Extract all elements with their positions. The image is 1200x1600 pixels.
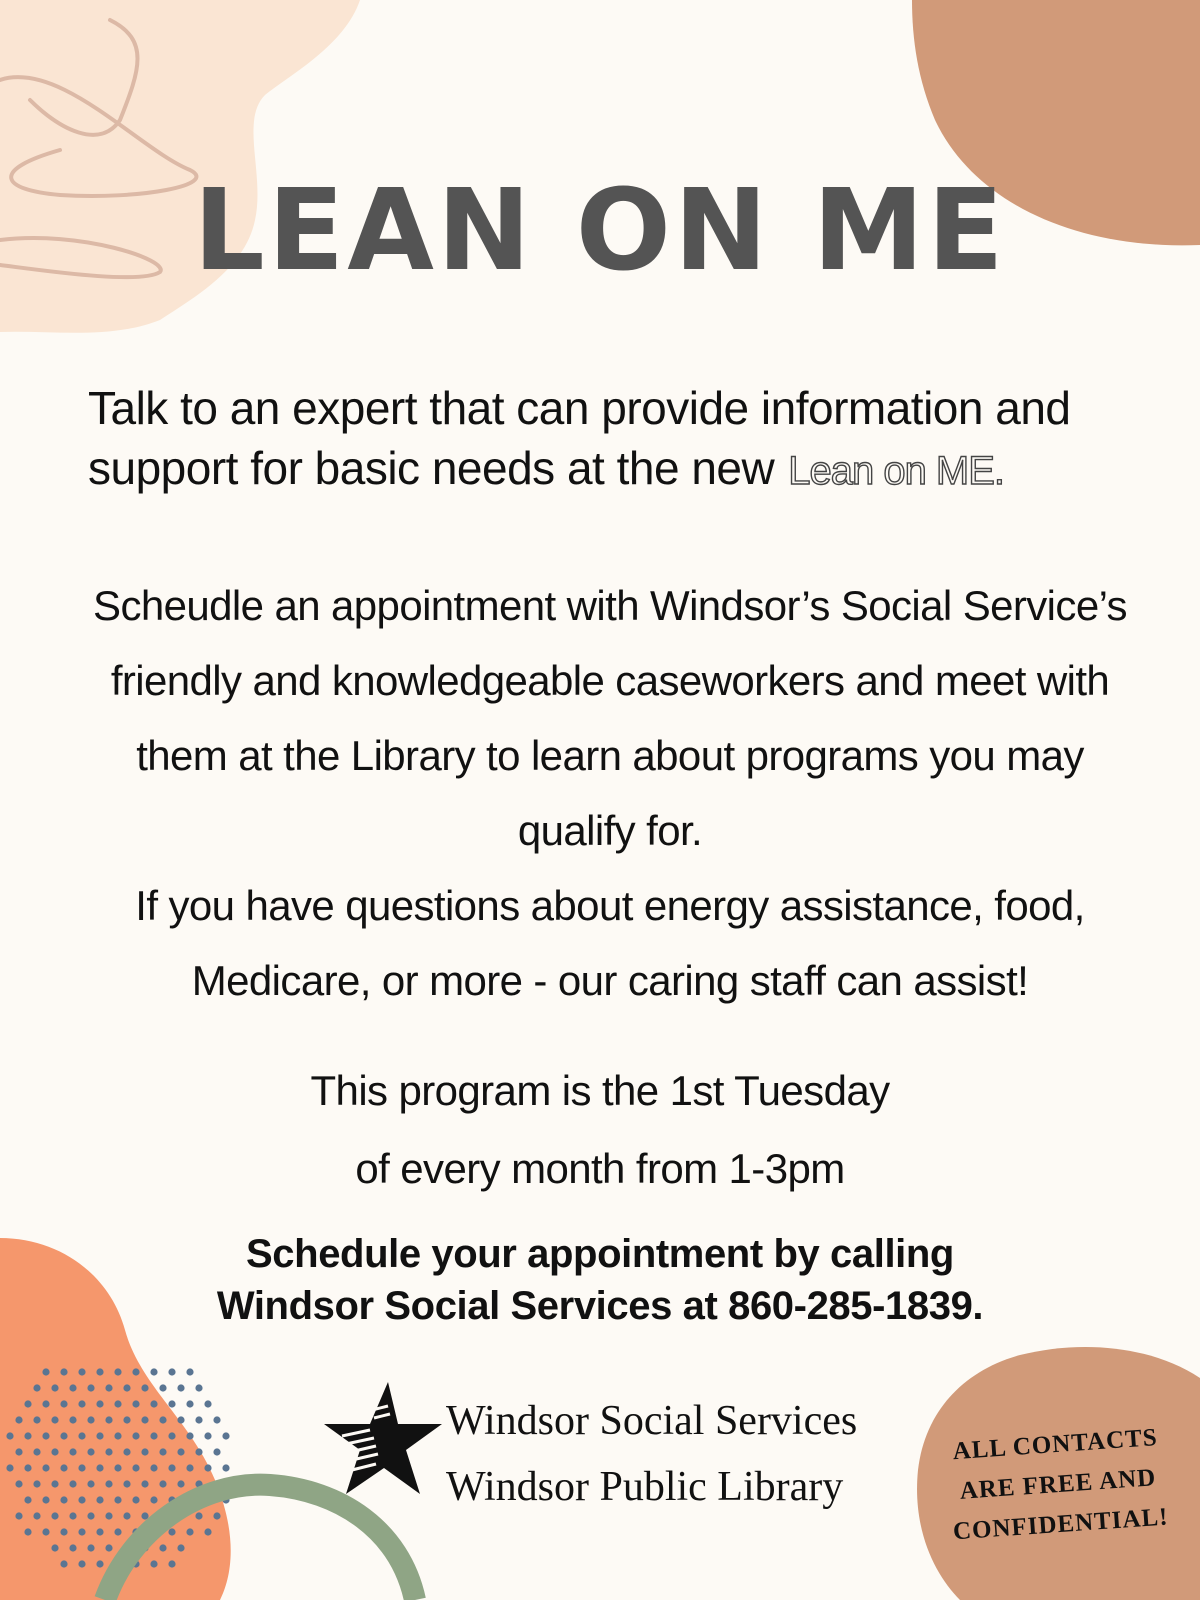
star-logo-icon — [322, 1380, 442, 1498]
call-to-action — [0, 1228, 1200, 1332]
org-public-library: Windsor Public Library — [446, 1464, 844, 1510]
description-line-4: qualify for. — [517, 807, 703, 854]
intro-line-2 — [88, 438, 1188, 501]
description-line-5: If you have questions about energy assistance, food, — [135, 882, 1085, 929]
badge-line-2: ARE FREE AND — [958, 1464, 1158, 1505]
confidential-badge — [924, 1416, 1192, 1554]
description-paragraph — [40, 568, 1180, 1018]
description-line-3: them at the Library to learn about programs you may — [136, 732, 1084, 779]
call-line-1: Schedule your appointment by calling — [246, 1232, 954, 1276]
badge-line-3: CONFIDENTIAL! — [952, 1503, 1170, 1546]
intro-line-2-text: support for basic needs at the new — [88, 442, 775, 494]
outlined-program-name: Lean on ME. — [788, 449, 1005, 493]
description-line-6: Medicare, or more - our caring staff can assist! — [191, 957, 1029, 1004]
program-schedule — [0, 1052, 1200, 1208]
badge-line-1: ALL CONTACTS — [951, 1423, 1159, 1466]
intro-paragraph — [88, 378, 1188, 501]
schedule-line-1: This program is the 1st Tuesday — [310, 1067, 890, 1114]
schedule-line-2: of every month from 1-3pm — [355, 1145, 845, 1192]
description-line-2: friendly and knowledgeable caseworkers and meet with — [110, 657, 1110, 704]
call-line-2: Windsor Social Services at 860-285-1839. — [216, 1284, 984, 1328]
org-social-services: Windsor Social Services — [446, 1398, 858, 1444]
organization-names — [446, 1388, 857, 1520]
description-line-1: Scheudle an appointment with Windsor’s Social Service’s — [93, 582, 1127, 629]
page-title: LEAN ON ME — [193, 166, 1007, 296]
intro-line-1: Talk to an expert that can provide information and — [88, 382, 1071, 434]
